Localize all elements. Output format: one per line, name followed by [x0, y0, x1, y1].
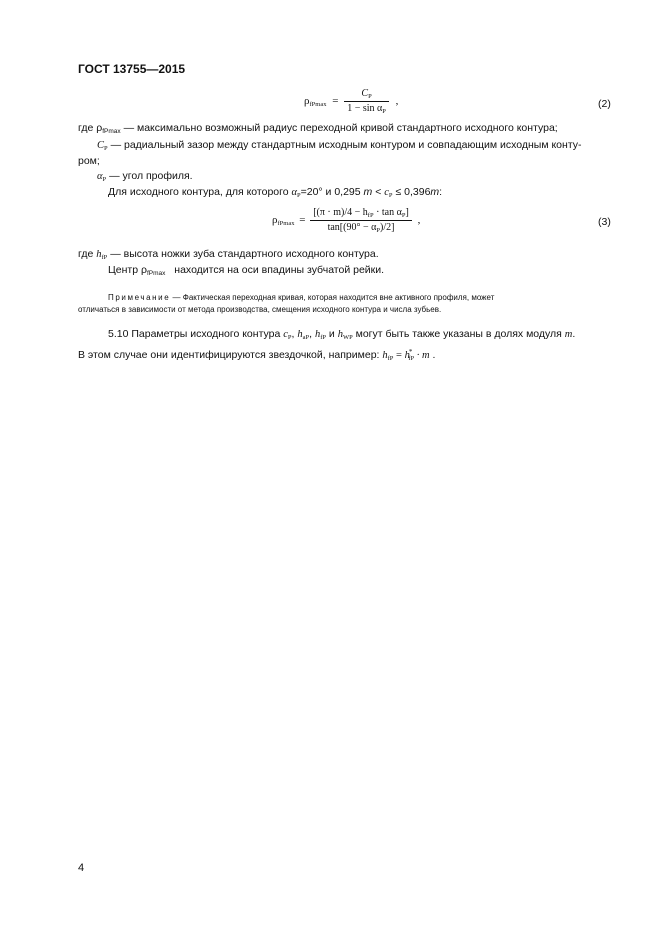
eq3-lhs: ρ [272, 214, 278, 227]
def-c: $C_P$ — радиальный зазор между стандартным исходным контуром и совпадающим исходным конту- [97, 139, 582, 152]
equation-3-number: (3) [598, 216, 611, 228]
eq2-equals: = [332, 95, 339, 108]
eq3-denominator: $\tan[(90^\circ - \alpha_P)/2]$ [327, 222, 395, 234]
note-label: Примечание [108, 293, 171, 302]
eq2-fraction [344, 88, 389, 115]
def-alpha: $\alpha_P$ — угол профиля. [97, 170, 193, 183]
eq2-denominator: $1 - \sin \alpha_P$ [347, 103, 386, 115]
paragraph-5-10-line-1: 5.10 Параметры исходного контура $c_P$, $h_{aP}$, $h_{fP}$ и $h_{WP}$ могут быть также указаны в долях модуля m. [108, 328, 576, 341]
equation-3 [272, 207, 420, 234]
paragraph-5-10-line-2: В этом случае они идентифицируются звездочкой, например: $h_{fP} = h^*_{fP} \cdot m$ . [78, 348, 436, 362]
def-c-continuation: ром; [78, 155, 100, 167]
equation-2-number: (2) [598, 98, 611, 110]
eq2-tail: , [395, 95, 399, 108]
def-rho: где $\rho_{fPmax}$ — максимально возможный радиус переходной кривой стандартного исходного контура; [78, 122, 558, 135]
note-line-1: Примечание — Фактическая переходная кривая, которая находится вне активного профиля, может [108, 293, 495, 302]
condition-line: Для исходного контура, для которого $\alpha_P=20^\circ$ и 0,295 $m < c_P \le 0,396m$: [108, 186, 443, 199]
center-line: Центр $\rho_{fPmax}$ находится на оси впадины зубчатой рейки. [108, 264, 385, 277]
eq2-lhs: ρ [304, 95, 310, 108]
eq2-numerator: $C_P$ [344, 88, 389, 102]
eq3-fraction [310, 207, 412, 234]
def-h: где $h_{fP}$ — высота ножки зуба стандартного исходного контура. [78, 248, 379, 261]
eq3-numerator: $[(\pi \cdot m)/4 - h_{fP} \cdot \tan \alpha_P]$ [310, 207, 412, 221]
note-line-2: отличаться в зависимости от метода производства, смещения исходного контура и числа зубьев. [78, 305, 442, 314]
page-number: 4 [78, 862, 85, 874]
equation-2 [304, 88, 398, 115]
document-header: ГОСТ 13755—2015 [78, 62, 186, 76]
eq3-tail: , [417, 214, 421, 227]
eq3-equals: = [299, 214, 306, 227]
eq3-lhs-sub: fPmax [277, 220, 295, 228]
eq2-lhs-sub: fPmax [309, 101, 327, 109]
